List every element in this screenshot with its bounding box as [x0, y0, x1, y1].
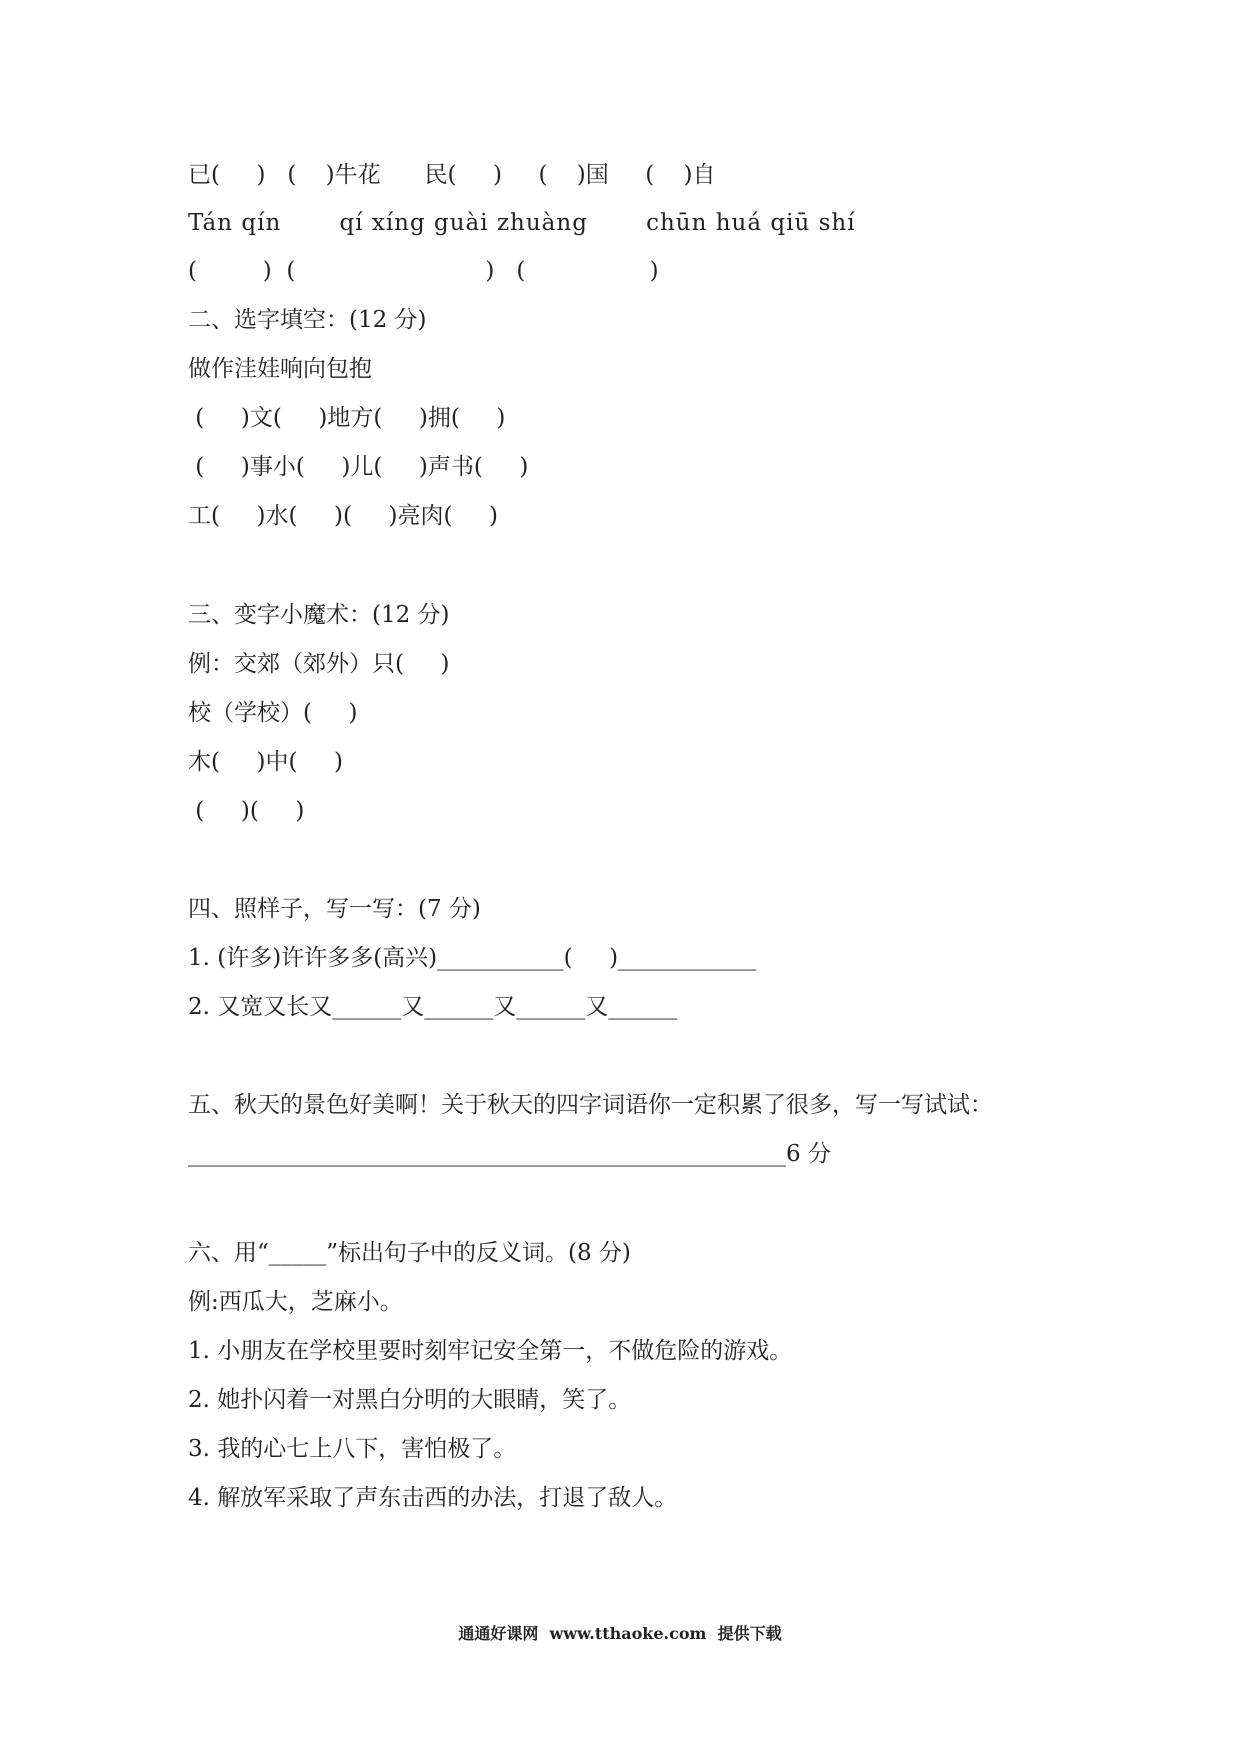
fill-in-row: 已( ) ( )牛花 民( ) ( )国 ( )自 [188, 162, 716, 188]
exercise-item: 3. 我的心七上八下，害怕极了。 [188, 1436, 517, 1462]
exercise-item: 1. 小朋友在学校里要时刻牢记安全第一，不做危险的游戏。 [188, 1338, 793, 1364]
character-choices: 做作洼娃响向包抱 [188, 356, 372, 382]
answer-line: ____________________________________________________6 分 [188, 1141, 831, 1167]
fill-in-row: ( )事小( )儿( )声书( ) [188, 454, 529, 480]
section-heading: 五、秋天的景色好美啊！关于秋天的四字词语你一定积累了很多，写一写试试： [188, 1092, 993, 1118]
fill-in-row: 工( )水( )( )亮肉( ) [188, 503, 499, 529]
answer-blank-row: ( ) ( ) ( ) [188, 258, 659, 284]
fill-in-row: ( )( ) [188, 798, 305, 824]
section-heading: 二、选字填空：(12 分) [188, 307, 427, 333]
example-row: 例：交郊（郊外）只( ) [188, 651, 450, 677]
section-heading: 四、照样子，写一写：(7 分) [188, 896, 481, 922]
example-row: 例:西瓜大，芝麻小。 [188, 1289, 403, 1315]
fill-in-row: 校（学校）( ) [188, 700, 358, 726]
exercise-item: 1. (许多)许许多多(高兴)___________( )____________ [188, 945, 757, 971]
pinyin-row: Tán qín qí xíng guài zhuàng chūn huá qiū shí [188, 210, 856, 236]
exercise-item: 2. 又宽又长又______又______又______又______ [188, 994, 678, 1020]
section-heading: 三、变字小魔术：(12 分) [188, 602, 450, 628]
fill-in-row: ( )文( )地方( )拥( ) [188, 405, 506, 431]
section-heading: 六、用“_____”标出句子中的反义词。(8 分) [188, 1240, 631, 1266]
page-footer: 通通好课网 www.tthaoke.com 提供下载 [458, 1624, 782, 1643]
exercise-item: 2. 她扑闪着一对黑白分明的大眼睛，笑了。 [188, 1387, 632, 1413]
exercise-item: 4. 解放军采取了声东击西的办法，打退了敌人。 [188, 1485, 678, 1511]
fill-in-row: 木( )中( ) [188, 749, 344, 775]
